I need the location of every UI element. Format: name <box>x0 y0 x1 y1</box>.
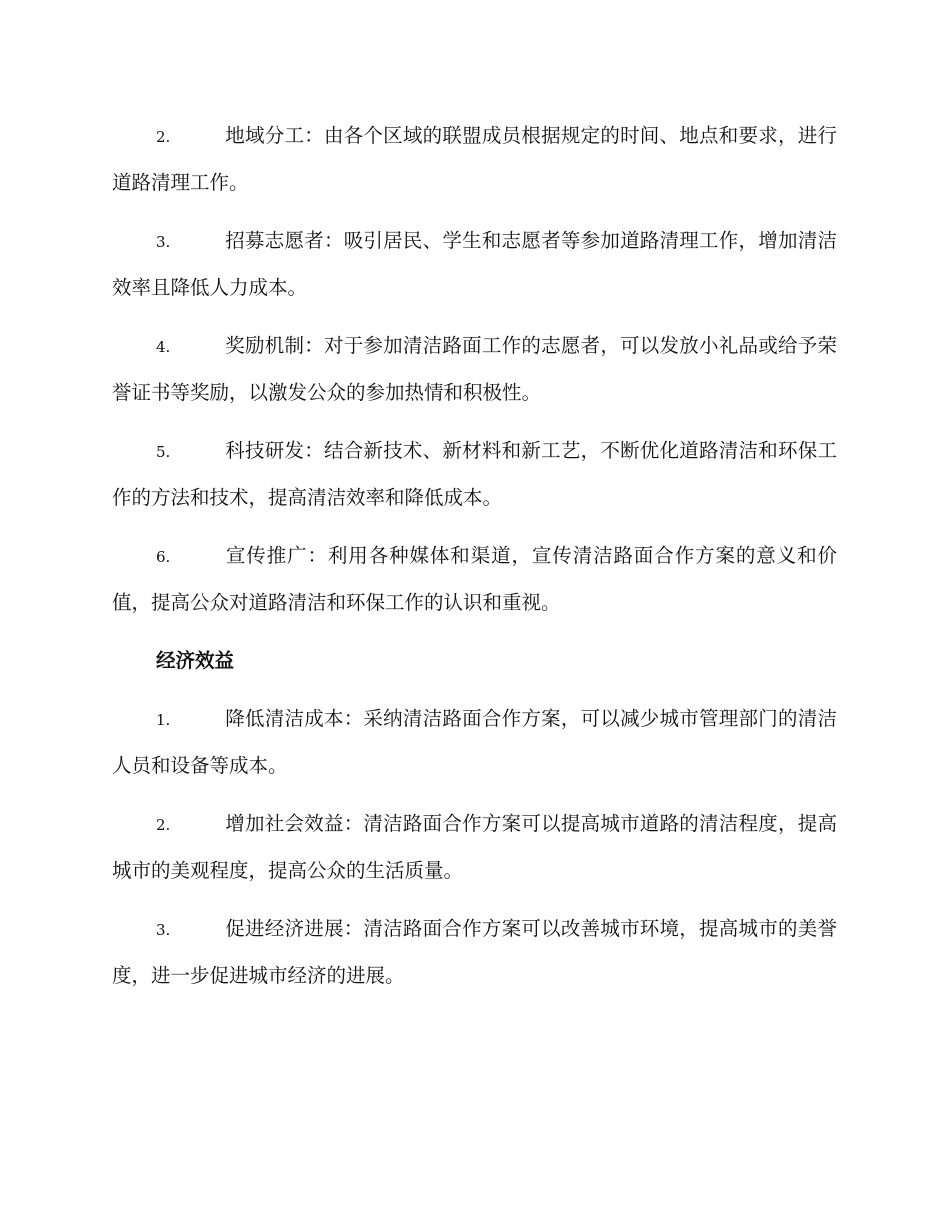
list-text: 科技研发：结合新技术、新材料和新工艺，不断优化道路清洁和环保工作的方法和技术，提高清洁效率和降低成本。 <box>112 439 837 509</box>
list-number: 4. <box>156 338 171 356</box>
list-item <box>112 113 837 205</box>
list-item <box>112 218 837 310</box>
list-number: 2. <box>156 816 171 834</box>
section-heading: 经济效益 <box>156 649 235 672</box>
list-number: 6. <box>156 548 171 566</box>
list-number: 2. <box>156 128 171 146</box>
list-item <box>112 428 837 520</box>
list-number: 3. <box>156 233 171 251</box>
list-item <box>112 906 837 998</box>
list-text: 地域分工：由各个区域的联盟成员根据规定的时间、地点和要求，进行道路清理工作。 <box>112 124 837 194</box>
list-item <box>112 533 837 625</box>
list-number: 5. <box>156 443 171 461</box>
list-text: 促进经济进展：清洁路面合作方案可以改善城市环境，提高城市的美誉度，进一步促进城市经济的进展。 <box>112 917 837 987</box>
list-text: 增加社会效益：清洁路面合作方案可以提高城市道路的清洁程度，提高城市的美观程度，提高公众的生活质量。 <box>112 812 837 882</box>
list-text: 宣传推广：利用各种媒体和渠道，宣传清洁路面合作方案的意义和价值，提高公众对道路清洁和环保工作的认识和重视。 <box>112 544 837 614</box>
list-item <box>112 696 837 788</box>
list-text: 降低清洁成本：采纳清洁路面合作方案，可以减少城市管理部门的清洁人员和设备等成本。 <box>112 707 837 777</box>
list-item <box>112 801 837 893</box>
list-item <box>112 323 837 415</box>
list-number: 3. <box>156 921 171 939</box>
list-text: 奖励机制：对于参加清洁路面工作的志愿者，可以发放小礼品或给予荣誉证书等奖励，以激发公众的参加热情和积极性。 <box>112 334 837 404</box>
list-text: 招募志愿者：吸引居民、学生和志愿者等参加道路清理工作，增加清洁效率且降低人力成本。 <box>112 229 837 299</box>
list-number: 1. <box>156 711 171 729</box>
document-content <box>112 113 837 1011</box>
